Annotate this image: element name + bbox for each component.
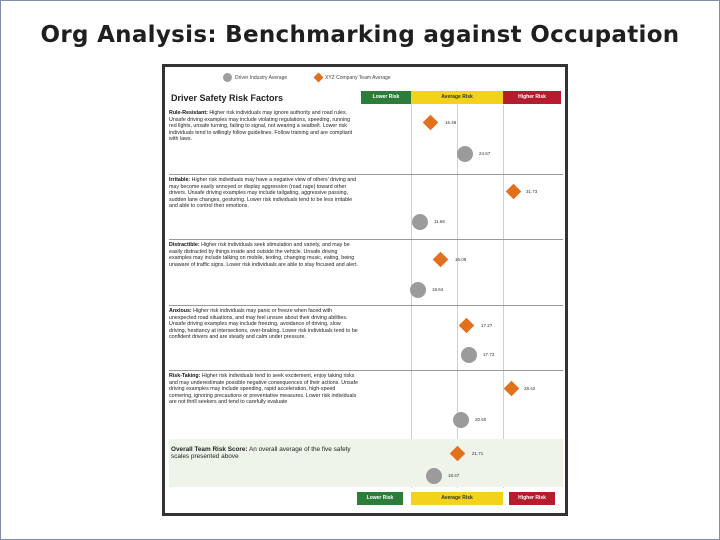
gray-circle-icon — [223, 73, 232, 82]
slide-title: Org Analysis: Benchmarking against Occupation — [40, 22, 680, 48]
band-higher-top: Higher Risk — [503, 91, 561, 104]
marker-diamond — [459, 318, 475, 334]
legend — [165, 71, 565, 85]
marker-value: 31.73 — [526, 189, 538, 194]
band-average-top: Average Risk — [411, 91, 503, 104]
marker-diamond — [504, 381, 520, 397]
grid-line-mid — [457, 105, 458, 488]
diamond-icon — [314, 73, 324, 83]
section-risk-taking: Risk-Taking: Higher risk individuals tend to seek excitement, enjoy taking risks and may underestimate possible negative consequences of their actions. Unsafe driving examples may include speeding, rapid acceleration, high-speed cornering, ignoring precautions or preventative measures. Lower risk individuals are not thrill seekers and tend to carefully evaluate — [169, 373, 359, 406]
marker-circle — [412, 214, 428, 230]
section-divider — [169, 239, 563, 240]
legend-gray-label: Driver Industry Average — [235, 75, 288, 81]
marker-value: 11.66 — [434, 219, 445, 224]
band-lower-top: Lower Risk — [361, 91, 411, 104]
marker-circle — [410, 282, 426, 298]
marker-value: 18.64 — [432, 287, 444, 292]
marker-circle — [457, 146, 473, 162]
section-irritable: Irritable: Higher risk individuals may have a negative view of others' driving and may become easily annoyed or display aggression (road rage) toward other drivers. Unsafe driving examples may include tailgating, aggressive passing, sudden lane changes, gesturing. Lower risk individuals tend to be less irritable and able to control their emotions. — [169, 177, 357, 210]
marker-value: 18.47 — [448, 473, 460, 478]
report-image — [162, 64, 568, 516]
section-distractible: Distractible: Higher risk individuals seek stimulation and variety, and may be easily distracted by things inside and outside the vehicle. Unsafe driving examples may include talking on mobile, texting, changing music, eating, being unaware of traffic signs. Lower risk individuals are able to stay focused and alert. — [169, 242, 358, 268]
marker-circle — [461, 347, 477, 363]
marker-value: 16.09 — [455, 257, 467, 262]
marker-value: 16.48 — [445, 120, 457, 125]
section-rule-resistant: Rule-Resistant: Higher risk individuals may ignore authority and road rules. Unsafe driving examples may include violating regulations, speeding, running red lights, unsafe turning, failing to signal, not wearing a seatbelt. Lower risk individuals tend to willingly follow guidelines. Follow training and are compliant with laws. — [169, 110, 353, 143]
band-average-bottom: Average Risk — [411, 492, 503, 505]
report-header-title: Driver Safety Risk Factors — [171, 93, 284, 103]
marker-diamond — [506, 184, 522, 200]
marker-diamond — [423, 115, 439, 131]
band-higher-bottom: Higher Risk — [509, 492, 555, 505]
grid-line-right — [503, 105, 504, 488]
section-divider — [169, 370, 563, 371]
marker-circle — [453, 412, 469, 428]
marker-value: 21.71 — [472, 451, 484, 456]
marker-value: 24.57 — [479, 151, 491, 156]
overall-score-label: Overall Team Risk Score: An overall average of the five safety scales presented above — [171, 446, 351, 461]
section-divider — [169, 305, 563, 306]
marker-circle — [426, 468, 442, 484]
legend-diamond-label: XYZ Company Team Average — [325, 75, 391, 81]
marker-value: 17.27 — [481, 323, 493, 328]
section-anxious: Anxious: Higher risk individuals may panic or freeze when faced with unexpected road situations, and may feel unsure about their driving abilities. Unsafe driving examples may include freezing, avoidance of driving, slow driving, hesitancy at intersections, over-braking. Lower risk individuals tend to be confident drivers and are steady and calm under pressure. — [169, 308, 358, 341]
marker-value: 17.73 — [483, 352, 495, 357]
marker-diamond — [433, 252, 449, 268]
section-divider — [169, 174, 563, 175]
grid-line-left — [411, 105, 412, 488]
marker-value: 28.42 — [524, 386, 536, 391]
band-lower-bottom: Lower Risk — [357, 492, 403, 505]
marker-value: 20.60 — [475, 417, 487, 422]
